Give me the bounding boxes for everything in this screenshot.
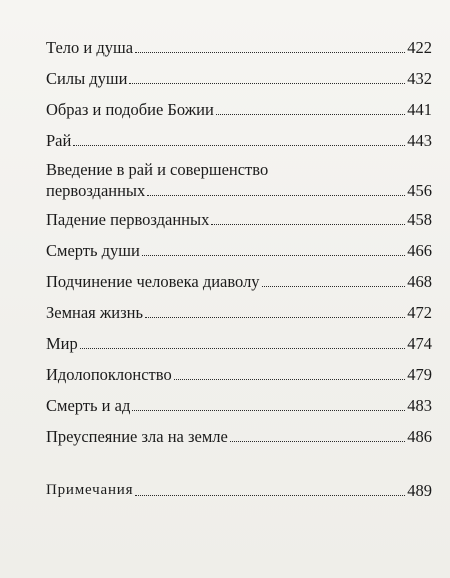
toc-entry	[46, 271, 432, 292]
toc-entry-title: Идолопоклонство	[46, 365, 172, 384]
toc-entry-title: Образ и подобие Божии	[46, 100, 214, 119]
toc-entry	[46, 364, 432, 385]
toc-entry-title-line1: Введение в рай и совершенство	[46, 160, 269, 179]
toc-entry	[46, 302, 432, 323]
toc-entry	[46, 240, 432, 261]
toc-entry-page: 486	[407, 427, 432, 446]
toc-entry	[46, 209, 432, 230]
toc-entry	[46, 395, 432, 416]
toc-entry	[46, 333, 432, 354]
toc-entry-title: Преуспеяние зла на земле	[46, 427, 228, 446]
toc-entry-title: Мир	[46, 334, 78, 353]
toc-entry-page: 468	[407, 272, 432, 291]
toc-entry-page: 479	[407, 365, 432, 384]
toc-entry	[46, 426, 432, 447]
toc-entry-page: 443	[407, 131, 432, 150]
toc-entry-page: 458	[407, 210, 432, 229]
dot-leader	[129, 82, 405, 84]
dot-leader	[230, 440, 405, 442]
toc-entry-title: Подчинение человека диаволу	[46, 272, 260, 291]
toc-entry	[46, 130, 432, 151]
dot-leader	[142, 254, 405, 256]
toc-entry-title: Силы души	[46, 69, 128, 88]
toc-entry-title: Тело и душа	[46, 38, 134, 57]
dot-leader	[132, 409, 405, 411]
dot-leader	[262, 285, 406, 287]
toc-entry	[46, 159, 432, 201]
dot-leader	[73, 144, 405, 146]
toc-entry-title: Земная жизнь	[46, 303, 144, 322]
toc-entry-title: Смерть и ад	[46, 396, 131, 415]
toc-entry-page: 422	[407, 38, 432, 57]
toc-entry-page: 466	[407, 241, 432, 260]
toc-entry-page: 483	[407, 396, 432, 415]
toc-entry-title: Смерть души	[46, 241, 140, 260]
dot-leader	[174, 378, 406, 380]
toc-entry-page: 489	[407, 481, 432, 500]
toc-entry	[46, 37, 432, 58]
toc-entry-page: 456	[407, 181, 432, 200]
dot-leader	[211, 223, 405, 225]
toc-entry-notes	[46, 480, 432, 501]
toc-entry	[46, 99, 432, 120]
toc-entry-page: 472	[407, 303, 432, 322]
toc-entry-page: 432	[407, 69, 432, 88]
dot-leader	[145, 316, 405, 318]
dot-leader	[80, 347, 405, 349]
toc-entry-page: 474	[407, 334, 432, 353]
dot-leader	[135, 494, 405, 496]
toc-entry-title: Примечания	[46, 482, 134, 498]
dot-leader	[147, 194, 405, 196]
toc-entry-line2	[46, 180, 432, 201]
toc-entry-page: 441	[407, 100, 432, 119]
dot-leader	[135, 51, 405, 53]
toc-entry	[46, 68, 432, 89]
toc-entry-title-line2: первозданных	[46, 181, 146, 200]
toc-entry-title: Падение первозданных	[46, 210, 210, 229]
dot-leader	[216, 113, 405, 115]
toc-entry-title: Рай	[46, 131, 72, 150]
